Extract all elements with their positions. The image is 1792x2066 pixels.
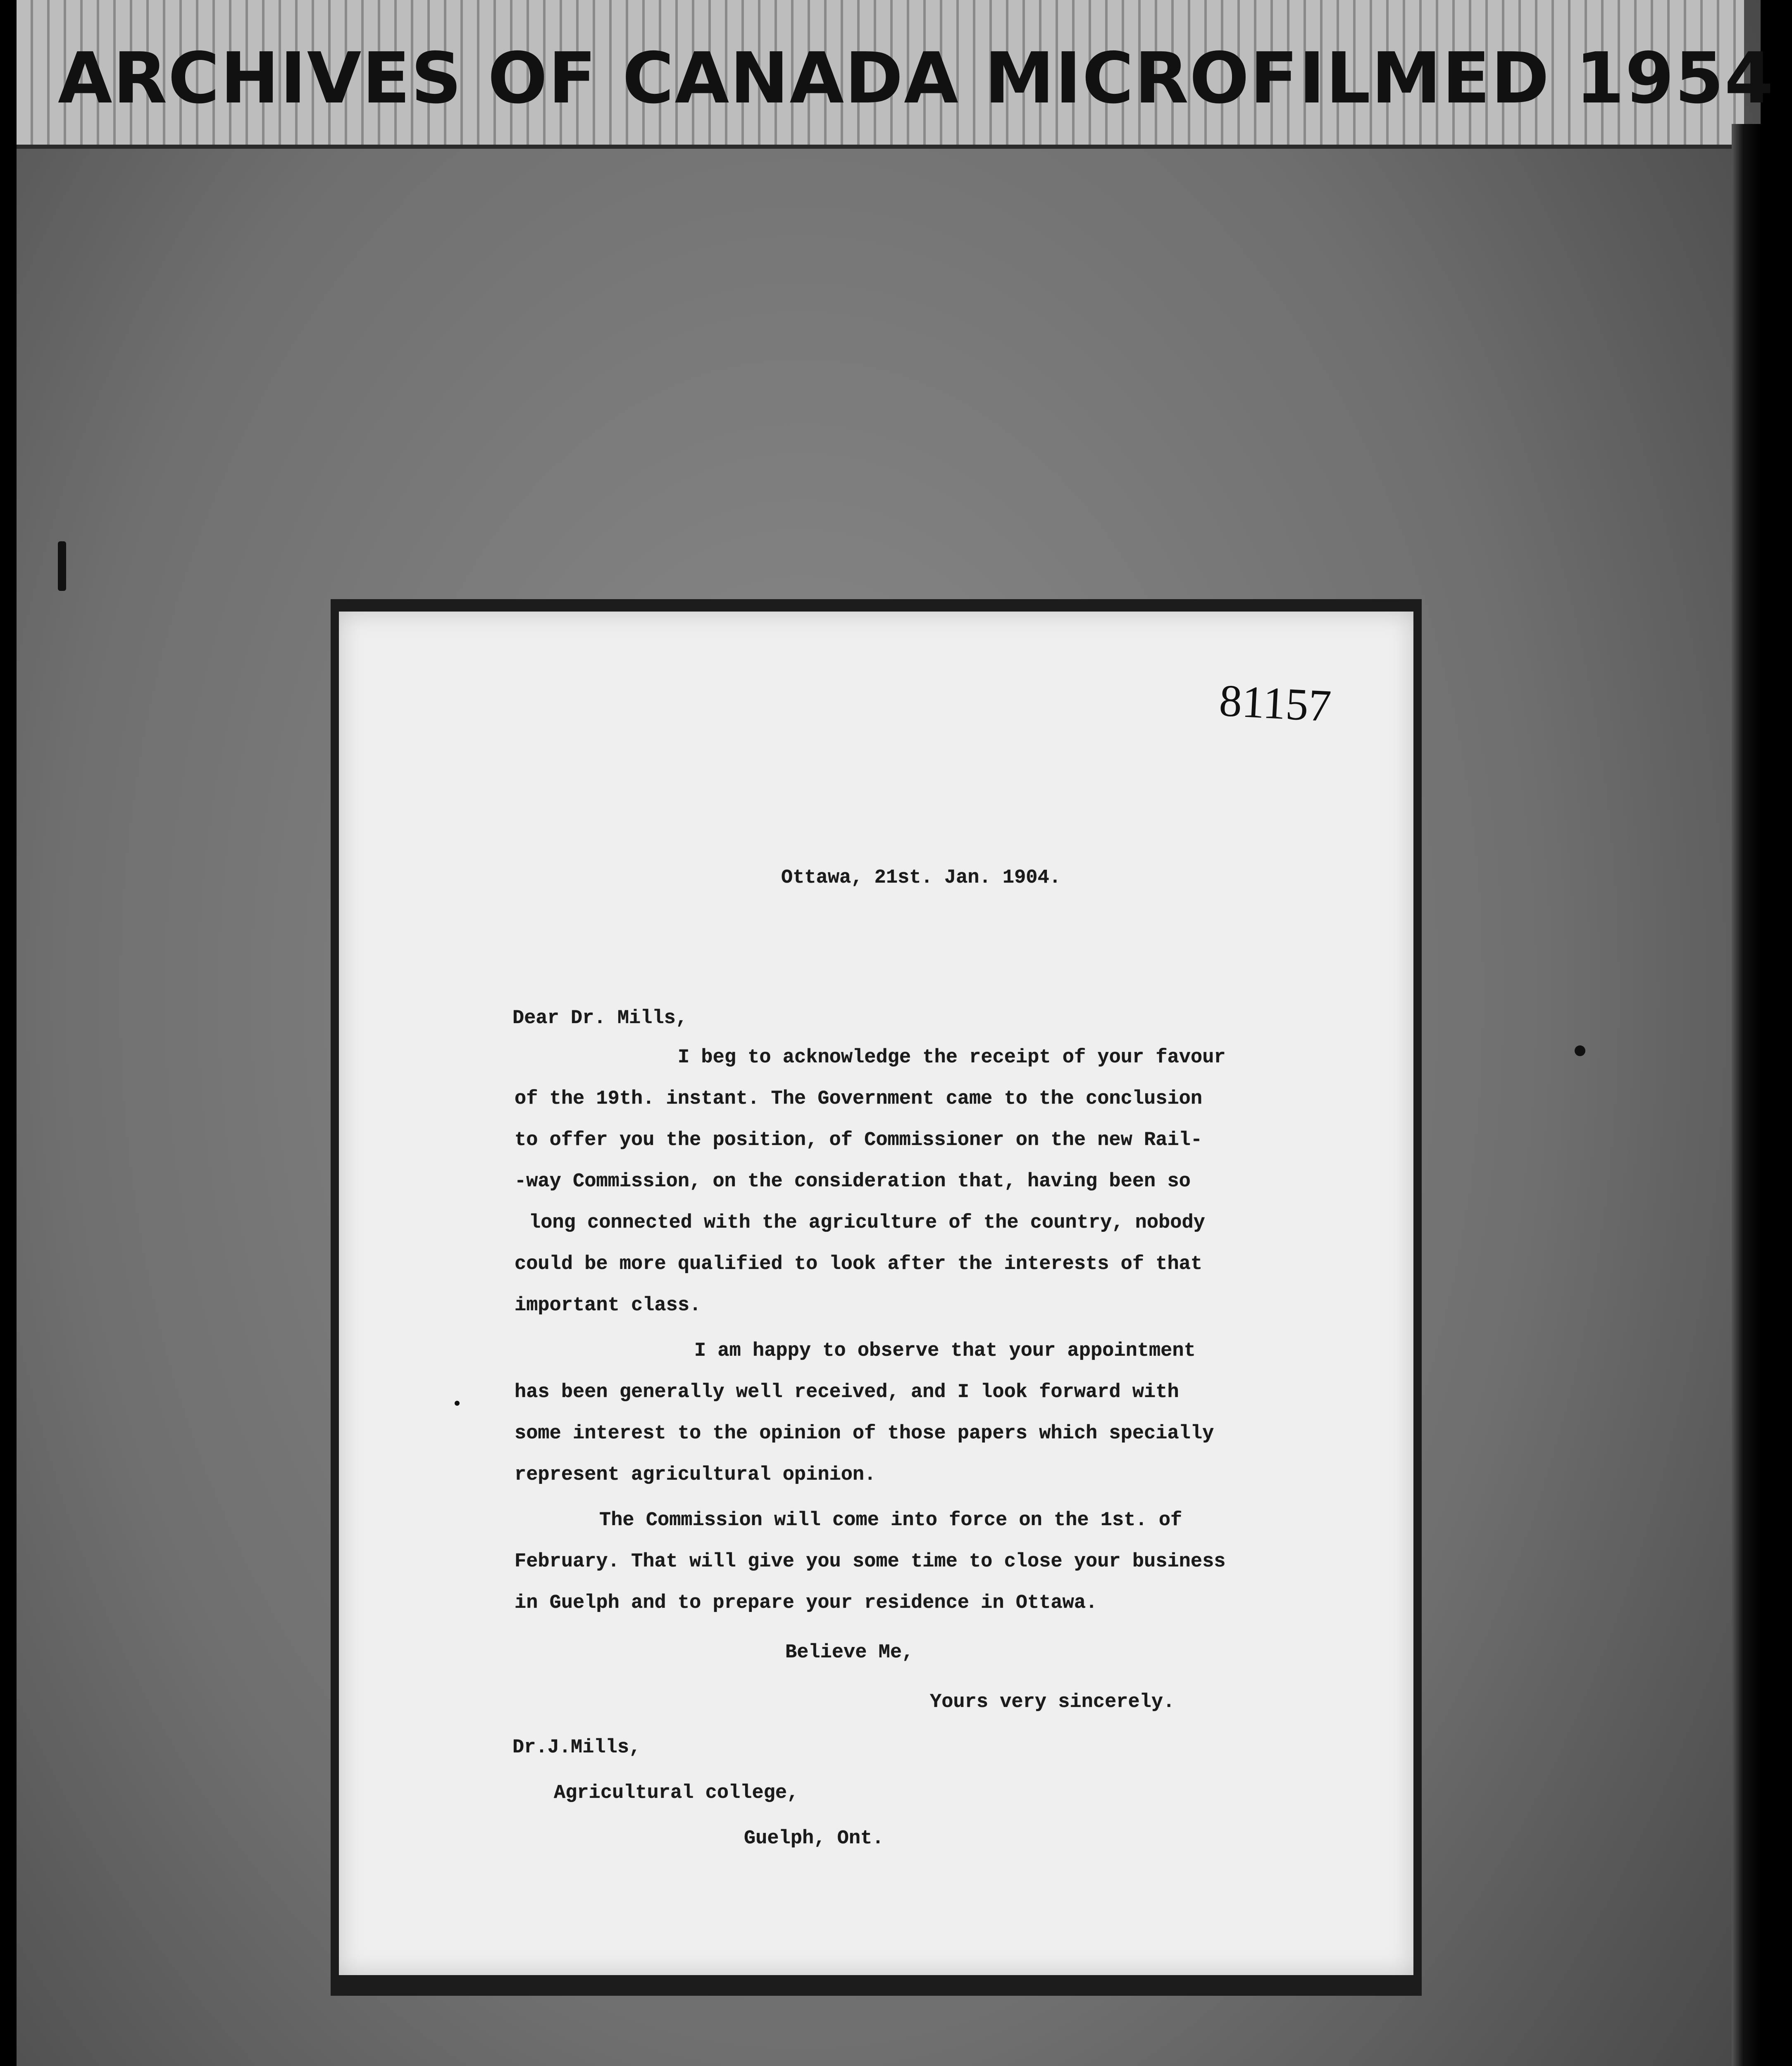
film-speck (455, 1401, 460, 1406)
body-line: in Guelph and to prepare your residence in Ottawa. (515, 1592, 1098, 1614)
body-line: February. That will give you some time to close your business (515, 1551, 1226, 1573)
body-line: I am happy to observe that your appointment (694, 1340, 1196, 1362)
body-line: important class. (515, 1295, 701, 1316)
body-line: of the 19th. instant. The Government came to the conclusion (515, 1088, 1203, 1110)
body-line: The Commission will come into force on the 1st. of (599, 1509, 1182, 1531)
body-line: to offer you the position, of Commissioner on the new Rail- (515, 1129, 1203, 1151)
body-line: -way Commission, on the consideration that, having been so (515, 1171, 1191, 1192)
document-number: 81157 (1218, 675, 1333, 731)
body-line: I beg to acknowledge the receipt of your favour (678, 1047, 1226, 1069)
body-line: has been generally well received, and I look forward with (515, 1381, 1179, 1403)
frame-right-edge (1732, 124, 1761, 2066)
addressee-institution: Agricultural college, (554, 1782, 799, 1804)
film-scratch (58, 541, 66, 591)
salutation: Dear Dr. Mills, (512, 1007, 688, 1029)
letter-sheet (339, 612, 1413, 1975)
film-speck (1575, 1045, 1585, 1056)
closing-signoff: Yours very sincerely. (930, 1691, 1175, 1713)
dateline: Ottawa, 21st. Jan. 1904. (781, 867, 1061, 889)
body-line: some interest to the opinion of those papers which specially (515, 1423, 1214, 1445)
body-line: long connected with the agriculture of the country, nobody (529, 1212, 1205, 1234)
archive-banner: ARCHIVES OF CANADA MICROFILMED 1954 (58, 38, 1774, 119)
closing-believe-me: Believe Me, (785, 1642, 914, 1664)
body-line: could be more qualified to look after the interests of that (515, 1253, 1203, 1275)
addressee-name: Dr.J.Mills, (512, 1737, 641, 1759)
body-line: represent agricultural opinion. (515, 1464, 876, 1486)
addressee-city: Guelph, Ont. (744, 1828, 884, 1849)
